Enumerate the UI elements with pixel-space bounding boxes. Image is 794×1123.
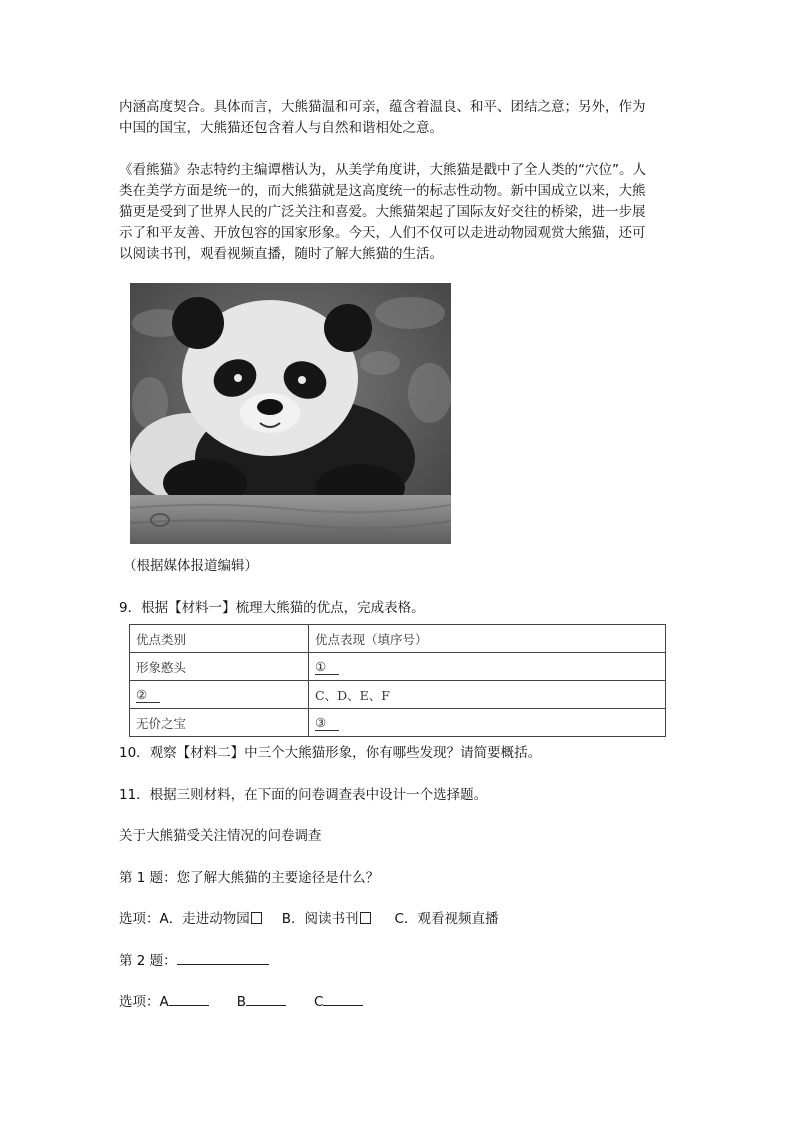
question-9-table (129, 624, 666, 737)
passage-line: 以阅读书刊，观看视频直播，随时了解大熊猫的生活。 (119, 246, 443, 262)
question-9: 9．根据【材料一】梳理大熊猫的优点，完成表格。 (119, 600, 425, 616)
options-label: 选项： (119, 911, 160, 927)
table-row (130, 681, 666, 709)
option-c: C．观看视频直播 (394, 911, 499, 927)
answer-blank[interactable] (246, 993, 286, 1006)
option-a: A．走进动物园 (160, 909, 262, 929)
options-label: 选项： (119, 994, 160, 1010)
table-header-cell: 优点类别 (130, 625, 309, 653)
answer-blank[interactable] (177, 952, 269, 965)
source-note: （根据媒体报道编辑） (123, 558, 258, 574)
question-10: 10．观察【材料二】中三个大熊猫形象，你有哪些发现？请简要概括。 (119, 745, 542, 761)
answer-blank[interactable] (169, 993, 209, 1006)
table-cell-blank[interactable] (309, 709, 666, 737)
answer-blank: ② (136, 687, 160, 703)
table-row (130, 653, 666, 681)
table-cell: 无价之宝 (130, 709, 309, 737)
answer-blank: ① (315, 659, 339, 675)
table-cell: 形象憨头 (130, 653, 309, 681)
answer-blank: ③ (315, 715, 339, 731)
option-b: B．阅读书刊 (282, 909, 371, 929)
survey-q2-options: 选项：A B C (119, 992, 363, 1012)
checkbox[interactable] (251, 912, 262, 924)
table-row (130, 709, 666, 737)
survey-q1-options (119, 909, 498, 929)
checkbox[interactable] (360, 912, 371, 924)
passage-line: 类在美学方面是统一的，而大熊猫就是这高度统一的标志性动物。新中国成立以来，大熊 (119, 183, 646, 199)
passage-line: 《看熊猫》杂志特约主编谭楷认为，从美学角度讲，大熊猫是戳中了全人类的“穴位”。人 (119, 162, 646, 178)
passage-line: 中国的国宝，大熊猫还包含着人与自然和谐相处之意。 (119, 120, 443, 136)
table-cell: C、D、E、F (309, 681, 666, 709)
passage-line: 猫更是受到了世界人民的广泛关注和喜爱。大熊猫架起了国际友好交往的桥梁，进一步展 (119, 204, 646, 220)
passage-line: 示了和平友善、开放包容的国家形象。今天，人们不仅可以走进动物园观赏大熊猫，还可 (119, 225, 646, 241)
passage-line: 内涵高度契合。具体而言，大熊猫温和可亲，蕴含着温良、和平、团结之意；另外，作为 (119, 99, 646, 115)
question-11: 11．根据三则材料，在下面的问卷调查表中设计一个选择题。 (119, 787, 488, 803)
table-header-cell: 优点表现（填序号） (309, 625, 666, 653)
panda-photo (130, 283, 451, 544)
table-cell-blank[interactable] (130, 681, 309, 709)
survey-question-1: 第 1 题：您了解大熊猫的主要途径是什么？ (119, 870, 380, 886)
table-header-row (130, 625, 666, 653)
answer-blank[interactable] (323, 993, 363, 1006)
survey-question-2: 第 2 题： (119, 951, 269, 971)
table-cell-blank[interactable] (309, 653, 666, 681)
survey-title: 关于大熊猫受关注情况的问卷调查 (119, 828, 322, 844)
